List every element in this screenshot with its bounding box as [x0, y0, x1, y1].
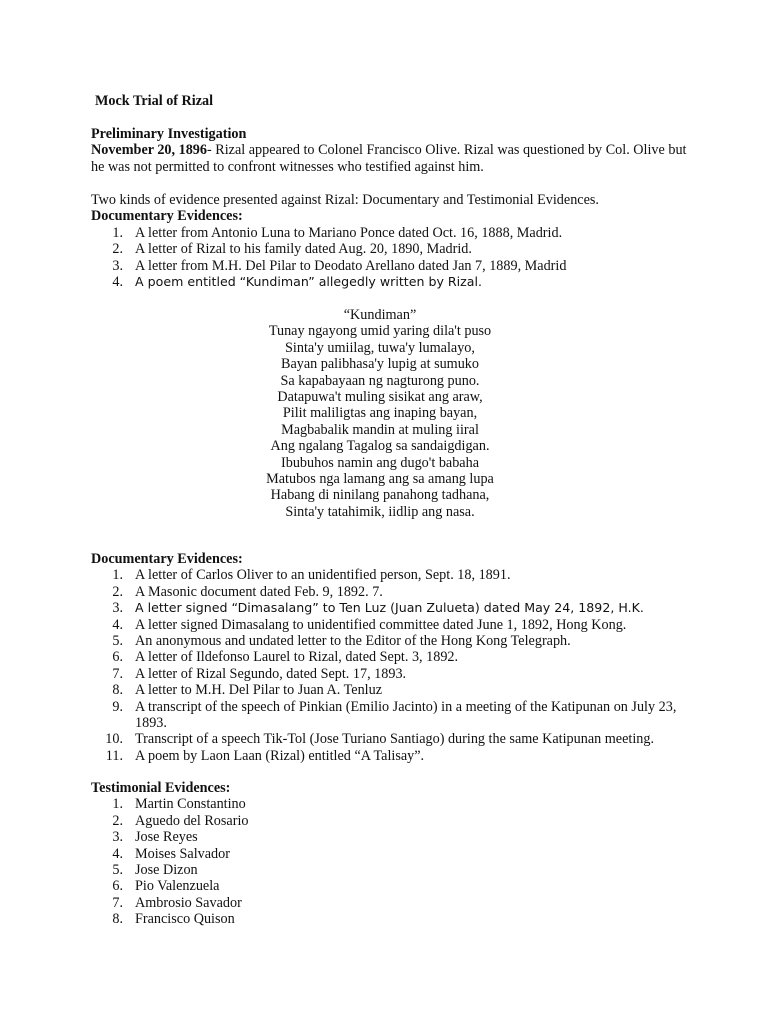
poem-line: Pilit maliligtas ang inaping bayan,	[282, 405, 478, 422]
documentary-heading-2: Documentary Evidences:	[91, 551, 243, 567]
poem-line: Tunay ngayong umid yaring dila't puso	[268, 323, 492, 340]
list-number: 1.	[112, 567, 123, 584]
list-text: A letter from Antonio Luna to Mariano Ponce dated Oct. 16, 1888, Madrid.	[135, 224, 563, 241]
list-item	[91, 796, 691, 812]
list-number: 2.	[112, 241, 123, 258]
list-text: A transcript of the speech of Pinkian (Emilio Jacinto) in a meeting of the Katipunan on July 23, 1893.	[135, 698, 677, 732]
list-text: A letter of Rizal Segundo, dated Sept. 17, 1893.	[135, 665, 407, 682]
list-number: 8.	[112, 682, 123, 699]
list-item	[91, 649, 691, 665]
list-item	[91, 617, 691, 633]
testimonial-list	[91, 796, 691, 927]
preliminary-paragraph	[91, 142, 691, 175]
list-number: 6.	[112, 649, 123, 666]
preliminary-date: November 20, 1896	[91, 142, 207, 159]
preliminary-section	[91, 126, 691, 175]
list-item	[91, 666, 691, 682]
documentary-heading-1: Documentary Evidences:	[91, 208, 243, 225]
list-text: A poem by Laon Laan (Rizal) entitled “A Talisay”.	[135, 747, 425, 764]
list-item	[91, 241, 691, 257]
list-text: A letter of Carlos Oliver to an unidentified person, Sept. 18, 1891.	[135, 567, 511, 584]
testimonial-heading: Testimonial Evidences:	[91, 780, 231, 796]
list-text: Pio Valenzuela	[135, 878, 220, 895]
list-number: 5.	[112, 862, 123, 879]
poem-line: Sinta'y umiilag, tuwa'y lumalayo,	[285, 339, 475, 356]
list-number: 6.	[112, 878, 123, 895]
list-text: A letter of Ildefonso Laurel to Rizal, dated Sept. 3, 1892.	[135, 649, 459, 666]
list-number: 4.	[112, 274, 123, 291]
list-item	[91, 225, 691, 241]
documentary-section-1	[91, 192, 691, 290]
list-number: 1.	[112, 796, 123, 813]
list-number: 4.	[112, 616, 123, 633]
list-number: 2.	[112, 583, 123, 600]
list-item	[91, 567, 691, 583]
poem-kundiman	[160, 307, 600, 520]
list-text: Aguedo del Rosario	[135, 812, 249, 829]
poem-line: Matubos nga lamang ang sa amang lupa	[266, 471, 494, 488]
list-text: A letter of Rizal to his family dated Aug. 20, 1890, Madrid.	[135, 241, 472, 258]
poem-line: Ibubuhos namin ang dugo't babaha	[281, 454, 479, 471]
list-text: Jose Reyes	[135, 829, 198, 846]
list-number: 3.	[112, 829, 123, 846]
list-item	[91, 911, 691, 927]
list-number: 7.	[112, 894, 123, 911]
poem-line: Sa kapabayaan ng nagturong puno.	[280, 372, 480, 389]
list-item	[91, 895, 691, 911]
list-text: Martin Constantino	[135, 796, 246, 813]
list-text: A letter signed “Dimasalang” to Ten Luz (Juan Zulueta) dated May 24, 1892, H.K.	[135, 600, 644, 616]
poem-line: Datapuwa't muling sisikat ang araw,	[277, 389, 483, 406]
list-item	[91, 829, 691, 845]
list-text: An anonymous and undated letter to the Editor of the Hong Kong Telegraph.	[135, 633, 571, 650]
list-text: Francisco Quison	[135, 911, 235, 928]
list-number: 1.	[112, 224, 123, 241]
poem-title: “Kundiman”	[343, 307, 417, 323]
poem-line: Ang ngalang Tagalog sa sandaigdigan.	[270, 438, 490, 455]
documentary-section-2	[91, 551, 691, 764]
documentary-list-2	[91, 567, 691, 764]
list-number: 8.	[112, 911, 123, 928]
list-number: 10.	[105, 731, 123, 748]
list-item	[91, 699, 691, 732]
poem-line: Bayan palibhasa'y lupig at sumuko	[281, 356, 479, 373]
list-item	[91, 748, 691, 764]
poem-line: Habang di ninilang panahong tadhana,	[270, 487, 490, 504]
list-text: Ambrosio Savador	[135, 894, 242, 911]
list-text: A letter signed Dimasalang to unidentified committee dated June 1, 1892, Hong Kong.	[135, 616, 627, 633]
preliminary-text: - Rizal appeared to Colonel Francisco Olive. Rizal was questioned by Col. Olive but he was not permitted to confront witnesses who testified against him.	[91, 142, 687, 175]
list-number: 9.	[112, 698, 123, 715]
evidence-intro: Two kinds of evidence presented against Rizal: Documentary and Testimonial Evidences.	[91, 192, 599, 208]
list-item	[91, 813, 691, 829]
list-text: A poem entitled “Kundiman” allegedly written by Rizal.	[135, 274, 482, 290]
list-item	[91, 846, 691, 862]
list-text: A Masonic document dated Feb. 9, 1892. 7.	[135, 583, 383, 600]
list-item	[91, 731, 691, 747]
list-number: 3.	[112, 257, 123, 274]
list-number: 4.	[112, 845, 123, 862]
poem-line: Sinta'y tatahimik, iidlip ang nasa.	[285, 503, 475, 520]
list-item	[91, 584, 691, 600]
list-item	[91, 600, 691, 616]
list-item	[91, 862, 691, 878]
list-item	[91, 633, 691, 649]
preliminary-heading: Preliminary Investigation	[91, 126, 247, 142]
list-item	[91, 258, 691, 274]
list-number: 5.	[112, 633, 123, 650]
document-title: Mock Trial of Rizal	[95, 93, 214, 109]
list-text: Jose Dizon	[135, 862, 198, 879]
testimonial-section	[91, 780, 691, 928]
list-number: 3.	[112, 600, 123, 617]
poem-line: Magbabalik mandin at muling iiral	[281, 421, 479, 438]
list-text: Moises Salvador	[135, 845, 230, 862]
list-number: 7.	[112, 665, 123, 682]
list-item	[91, 682, 691, 698]
list-text: Transcript of a speech Tik-Tol (Jose Turiano Santiago) during the same Katipunan meeting.	[135, 731, 655, 748]
list-text: A letter to M.H. Del Pilar to Juan A. Tenluz	[135, 682, 382, 699]
list-item	[91, 274, 691, 290]
list-text: A letter from M.H. Del Pilar to Deodato Arellano dated Jan 7, 1889, Madrid	[135, 257, 567, 274]
documentary-list-1	[91, 225, 691, 291]
list-number: 11.	[105, 747, 123, 764]
list-item	[91, 878, 691, 894]
list-number: 2.	[112, 812, 123, 829]
